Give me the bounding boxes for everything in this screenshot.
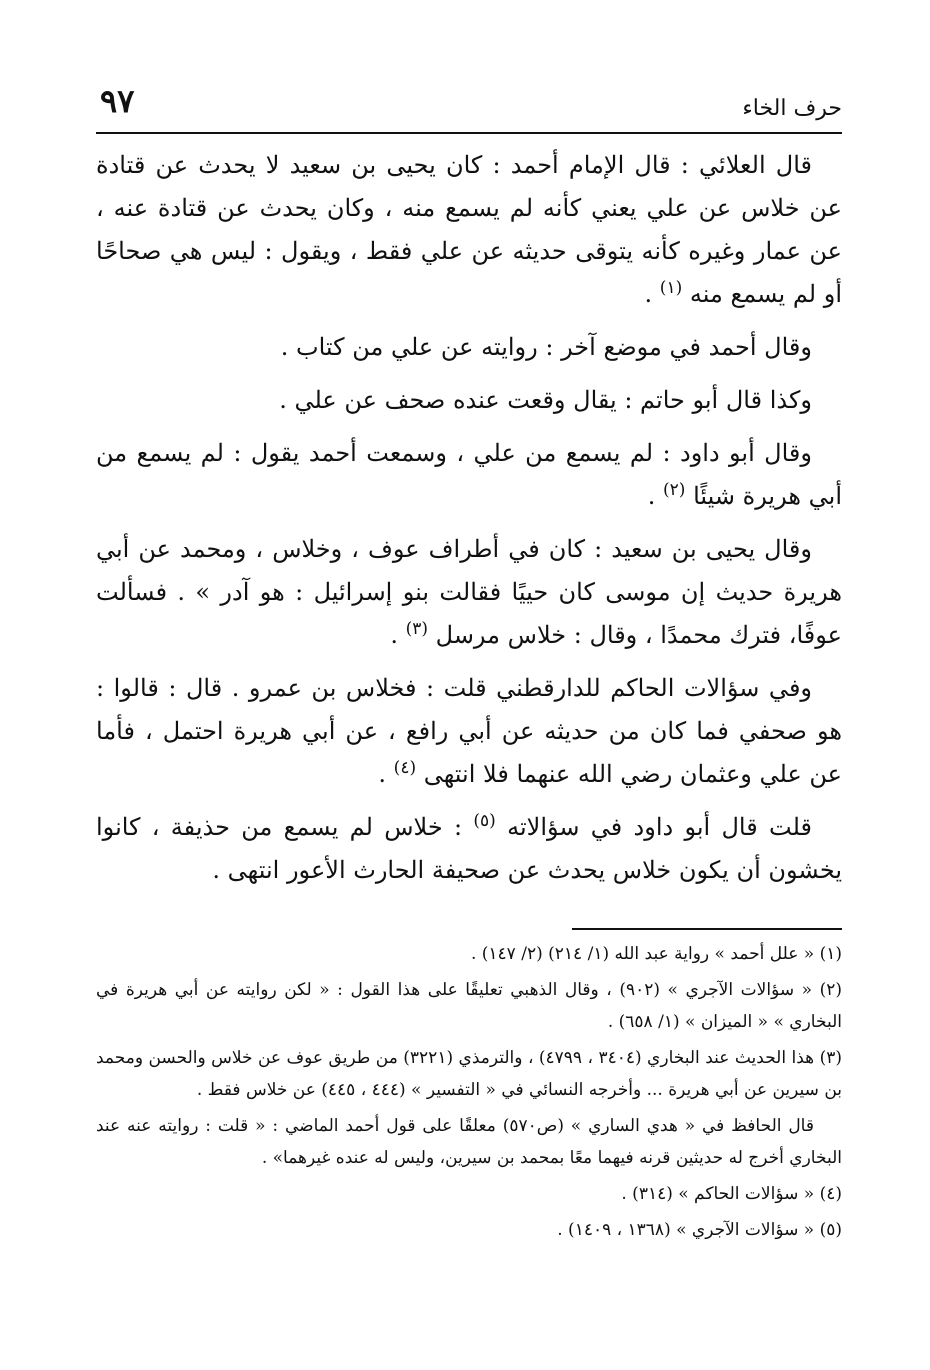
footnote-ref-3[interactable]: (٣) (405, 619, 428, 639)
footnote-5: (٥) « سؤالات الآجري » (١٣٦٨ ، ١٤٠٩) . (557, 1220, 842, 1240)
page-number: ٩٧ (100, 82, 135, 120)
footnote-3: (٣) هذا الحديث عند البخاري (٣٤٠٤ ، ٤٧٩٩) ، والترمذي (٣٢٢١) من طريق عوف عن خلاس والحسن ومحمد بن سيرين عن أبي هريرة ... وأخرجه النسائي في « التفسير » (٤٤٤ ، ٤٤٥) عن خلاس فقط . (96, 1048, 842, 1100)
header-rule (96, 132, 842, 134)
paragraph-7 (96, 806, 842, 892)
paragraph-6-text: وفي سؤالات الحاكم للدارقطني قلت : فخلاس بن عمرو . قال : قالوا : هو صحفي فما كان من حديثه عن أبي رافع ، عن أبي هريرة احتمل ، فأما عن علي وعثمان رضي الله عنهما فلا انتهى (96, 674, 842, 788)
page-header (96, 72, 842, 132)
paragraph-5 (96, 528, 842, 657)
paragraph-3: وكذا قال أبو حاتم : يقال وقعت عنده صحف عن علي . (279, 386, 812, 414)
paragraph-5-text: وقال يحيى بن سعيد : كان في أطراف عوف ، وخلاس ، ومحمد عن أبي هريرة حديث إن موسى كان حييًا فقالت بنو إسرائيل : هو آدر » . فسألت عوفًا، فترك محمدًا ، وقال : خلاس مرسل (96, 535, 842, 649)
footnote-ref-1[interactable]: (١) (659, 278, 683, 298)
paragraph-1 (96, 144, 842, 316)
main-text (96, 144, 842, 892)
paragraph-4-text: وقال أبو داود : لم يسمع من علي ، وسمعت أحمد يقول : لم يسمع من أبي هريرة شيئًا (96, 439, 842, 510)
paragraph-5-end: . (390, 621, 406, 649)
footnote-separator (572, 928, 842, 930)
paragraph-6-end: . (378, 760, 394, 788)
footnote-1: (١) « علل أحمد » رواية عبد الله (١/ ٢١٤) (٢/ ١٤٧) . (470, 944, 842, 964)
footnote-ref-5[interactable]: (٥) (473, 811, 496, 831)
footnote-4: (٤) « سؤالات الحاكم » (٣١٤) . (621, 1184, 842, 1204)
footnote-ref-4[interactable]: (٤) (393, 758, 417, 778)
paragraph-2: وقال أحمد في موضع آخر : روايته عن علي من كتاب . (280, 333, 812, 361)
running-title: حرف الخاء (742, 96, 842, 121)
paragraph-4 (96, 432, 842, 518)
footnote-2: (٢) « سؤالات الآجري » (٩٠٢) ، وقال الذهبي تعليقًا على هذا القول : « لكن روايته عن أبي هريرة في البخاري » « الميزان » (١/ ٦٥٨) . (96, 980, 842, 1032)
paragraph-1-end: . (644, 280, 660, 308)
paragraph-7-text-b: : خلاس لم يسمع من حذيفة ، كانوا يخشون أن يكون خلاس يحدث عن صحيفة الحارث الأعور انتهى . (96, 813, 842, 884)
footnotes (96, 938, 842, 1246)
footnote-3-continuation: قال الحافظ في « هدي الساري » (ص٥٧٠) معلقًا على قول أحمد الماضي : « قلت : روايته عنه عند البخاري أخرج له حديثين قرنه فيهما معًا بمحمد بن سيرين، وليس له عنده غيرهما» . (96, 1116, 842, 1168)
paragraph-1-text: قال العلائي : قال الإمام أحمد : كان يحيى بن سعيد لا يحدث عن قتادة عن خلاس عن علي يعني كأنه لم يسمع منه ، وكان يحدث عن قتادة عنه ، عن عمار وغيره كأنه يتوقى حديثه عن علي فقط ، ويقول : ليس هي صحاحًا أو لم يسمع منه (96, 151, 842, 308)
paragraph-7-text-a: قلت قال أبو داود في سؤالاته (507, 813, 812, 841)
footnote-ref-2[interactable]: (٢) (663, 480, 686, 500)
paragraph-4-end: . (647, 482, 664, 510)
paragraph-6 (96, 667, 842, 796)
